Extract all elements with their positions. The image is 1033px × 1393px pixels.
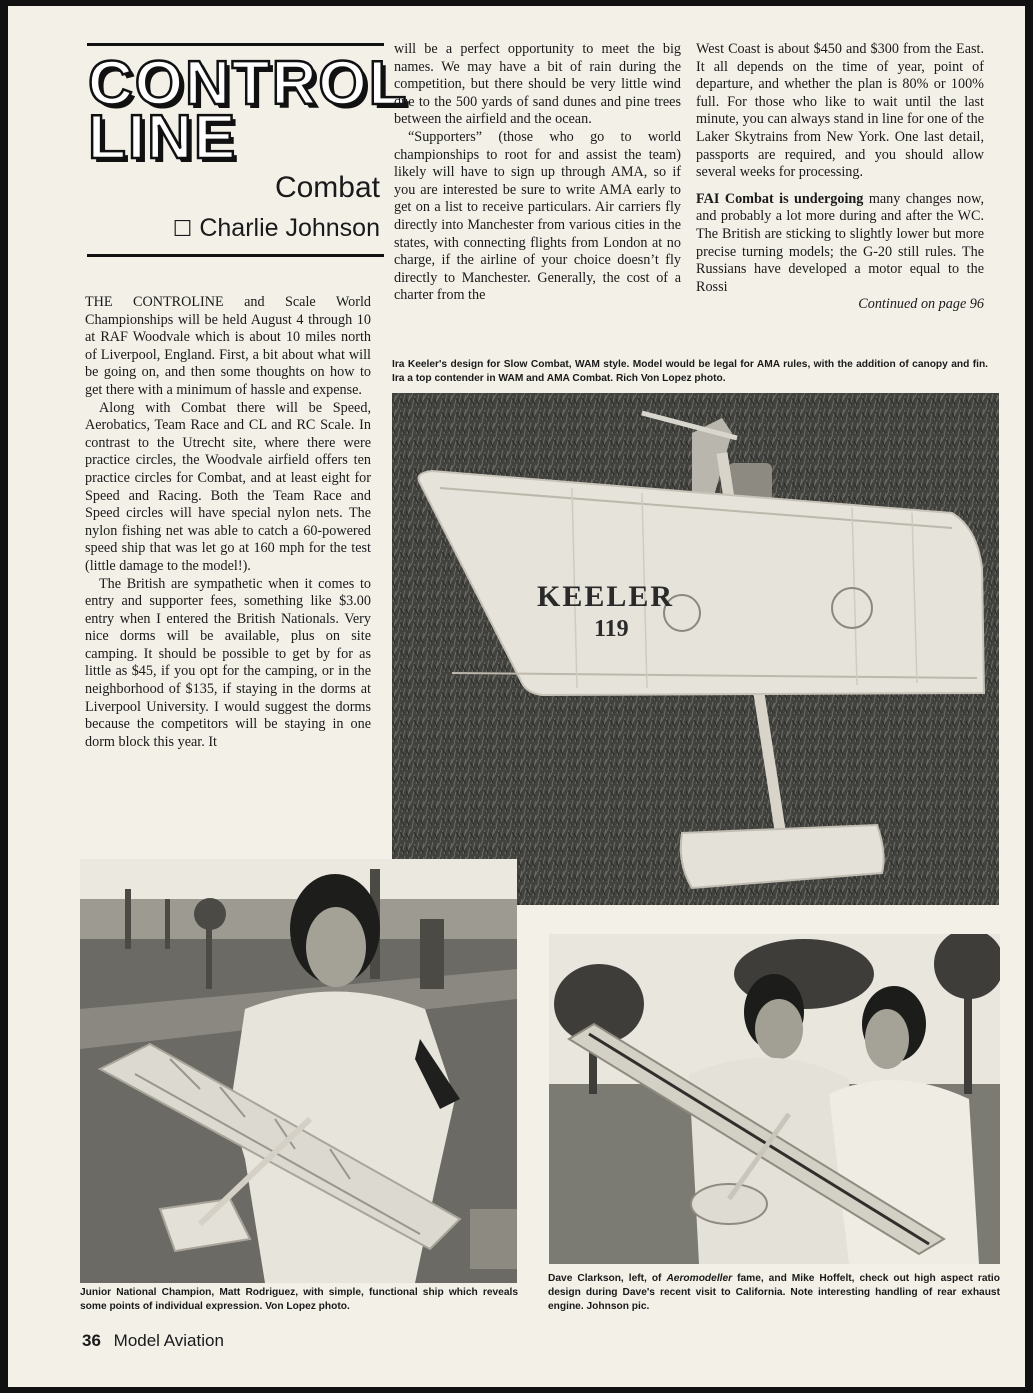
col1-paragraph-1: THE CONTROLINE and Scale World Championships will be held August 4 through 10 at RAF Woodvale which is about 10 miles north of Liverpool, England. First, a bit about what will be going on, and then some thoughts on how to get there with a minimum of hassle and expense. (85, 294, 371, 398)
rodriguez-photo (80, 859, 517, 1283)
col1-paragraph-2: Along with Combat there will be Speed, Aerobatics, Team Race and CL and RC Scale. In contrast to the Utrecht site, where there were practice circles, the Woodvale airfield offers ten practice circles for Combat, and at least eight for Speed and Racing. Both the Team Race and Speed circles will have special nylon nets. The nylon fishing net was able to catch a 60-powered speed ship that was let go at 160 mph for the test (little damage to the model!). (85, 399, 371, 574)
col2-paragraph-1: will be a perfect opportunity to meet the big names. We may have a bit of rain during the competition, but there should be very little wind due to the 500 yards of sand dunes and pine trees between the airfield and the ocean. (394, 41, 681, 128)
col2-paragraph-2: “Supporters” (those who go to world championships to root for and assist the team) likely will have to sign up through AMA, so if you are interested be sure to write AMA early to get on a list to receive particulars. Air carriers fly directly into Manchester from various cities in the states, with connecting flights from London at no charge, if the airline of your choice doesn’t fly directly to Manchester. Generally, the cost of a charter from the (394, 128, 681, 304)
title-line-1: CONTROL (88, 49, 409, 118)
clarkson-hoffelt-illustration (549, 934, 1000, 1264)
article-column-2 (394, 41, 681, 305)
top-photo-caption: Ira Keeler's design for Slow Combat, WAM style. Model would be legal for AMA rules, with the addition of canopy and fin. Ira a top contender in WAM and AMA Combat. Rich Von Lopez photo. (392, 359, 988, 384)
wing-lettering-2: 119 (594, 616, 629, 642)
magazine-page (8, 6, 1025, 1387)
page-number: 36 (82, 1331, 101, 1350)
col3-paragraph-2 (696, 191, 984, 297)
rodriguez-illustration (80, 859, 517, 1283)
right-caption-part-2: fame, and Mike Hoffelt, check out high aspect ratio design during Dave's recent visit to California. Note interesting handling of rear exhaust engine. Johnson pic. (548, 1273, 1000, 1312)
section-subtitle: Combat (274, 171, 380, 204)
byline (128, 213, 380, 245)
clarkson-hoffelt-photo (549, 934, 1000, 1264)
col1-paragraph-3: The British are sympathetic when it comes to entry and supporter fees, something like $3.00 entry when I entered the British Nationals. Very nice dorms will be available, plus on site camping. It should be possible to get by for as little as $45, if you opt for the camping, or in the neighborhood of $135, if staying in the dorms at Liverpool University. I would suggest the dorms because the competitors will be staying in one dorm block this year. It (85, 575, 371, 750)
header-bottom-rule (87, 254, 384, 257)
magazine-name: Model Aviation (113, 1331, 224, 1350)
article-column-1 (85, 294, 371, 751)
keeler-model-photo (392, 393, 999, 905)
left-photo-caption: Junior National Champion, Matt Rodriguez, with simple, functional ship which reveals some points of individual expression. Von Lopez photo. (80, 1287, 518, 1312)
title-line-2: LINE (88, 103, 238, 172)
header-top-rule (87, 43, 384, 46)
author-name: Charlie Johnson (199, 214, 380, 242)
page-footer (82, 1331, 224, 1351)
article-column-3 (696, 41, 984, 314)
col3-paragraph-1: West Coast is about $450 and $300 from the East. It all depends on the time of year, point of departure, and whether the plan is 80% or 100% full. For those who like to wait until the last minute, you can always stand in line for one of the Laker Skytrains from New York. One last detail, passports are required, and you should allow several weeks for processing. (696, 41, 984, 181)
right-caption-part-1: Dave Clarkson, left, of (548, 1273, 667, 1284)
right-photo-caption (548, 1272, 1000, 1314)
keeler-model-illustration (392, 393, 999, 905)
col3-paragraph-2-text: many changes now, and probably a lot more during and after the WC. The British are sticking to slightly lower but more precise turning models; the G-20 still rules. The Russians have developed a motor equal to the Rossi (696, 190, 984, 295)
wing-lettering-1: KEELER (537, 580, 675, 613)
col3-lead-in: FAI Combat is undergoing (696, 190, 864, 207)
right-caption-publication: Aeromodeller (666, 1273, 733, 1284)
byline-box-icon: ☐ (172, 217, 193, 242)
continued-note: Continued on page 96 (858, 296, 984, 313)
